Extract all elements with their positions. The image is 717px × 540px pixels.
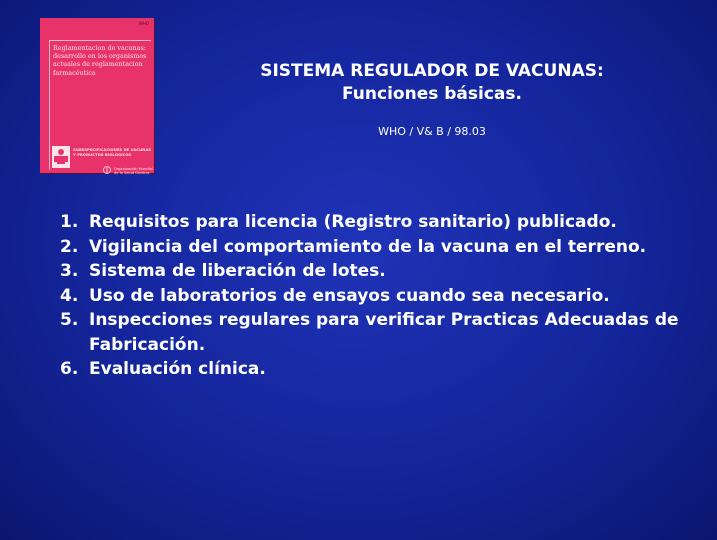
slide-title	[200, 60, 664, 106]
list-item	[60, 210, 680, 235]
list-item-number: 4.	[60, 285, 79, 306]
list-item	[60, 259, 680, 284]
slide-title-line1: SISTEMA REGULADOR DE VACUNAS:	[260, 61, 604, 81]
list-item	[60, 357, 680, 382]
cover-publisher: SUBESPECIFICACIONES DE VACUNAS Y PRODUCTOS BIOLÓGICOS	[73, 147, 152, 157]
document-reference: WHO / V& B / 98.03	[378, 125, 486, 138]
list-item	[60, 235, 680, 260]
slide-title-line2: Funciones básicas.	[342, 84, 522, 104]
list-item-number: 5.	[60, 310, 79, 330]
list-item-text: Sistema de liberación de lotes.	[89, 261, 386, 281]
list-item-text: Vigilancia del comportamiento de la vacuna en el terreno.	[89, 236, 647, 257]
list-item-number: 1.	[60, 212, 79, 232]
functions-list	[60, 210, 680, 382]
list-item-text: Requisitos para licencia (Registro sanitario) publicado.	[89, 212, 617, 232]
list-item-text: Evaluación clínica.	[89, 359, 266, 379]
cover-title: Reglamentacion de vacunas: desarrollo en los organismos actuales de reglamentacion farmacéutica	[53, 44, 147, 77]
cover-code: WHO	[138, 21, 149, 26]
list-item	[60, 308, 680, 357]
list-item-number: 3.	[60, 261, 79, 281]
list-item-text: Uso de laboratorios de ensayos cuando sea necesario.	[89, 285, 610, 306]
book-cover-image	[40, 18, 154, 176]
who-logo-icon	[103, 166, 111, 174]
person-emblem-icon	[52, 146, 70, 168]
list-item-number: 6.	[60, 359, 79, 379]
list-item	[60, 284, 680, 309]
list-item-number: 2.	[60, 236, 79, 257]
cover-organization: Organización Mundial de la Salud Ginebra	[114, 167, 153, 176]
list-item-text: Inspecciones regulares para verificar Practicas Adecuadas de Fabricación.	[89, 310, 679, 355]
